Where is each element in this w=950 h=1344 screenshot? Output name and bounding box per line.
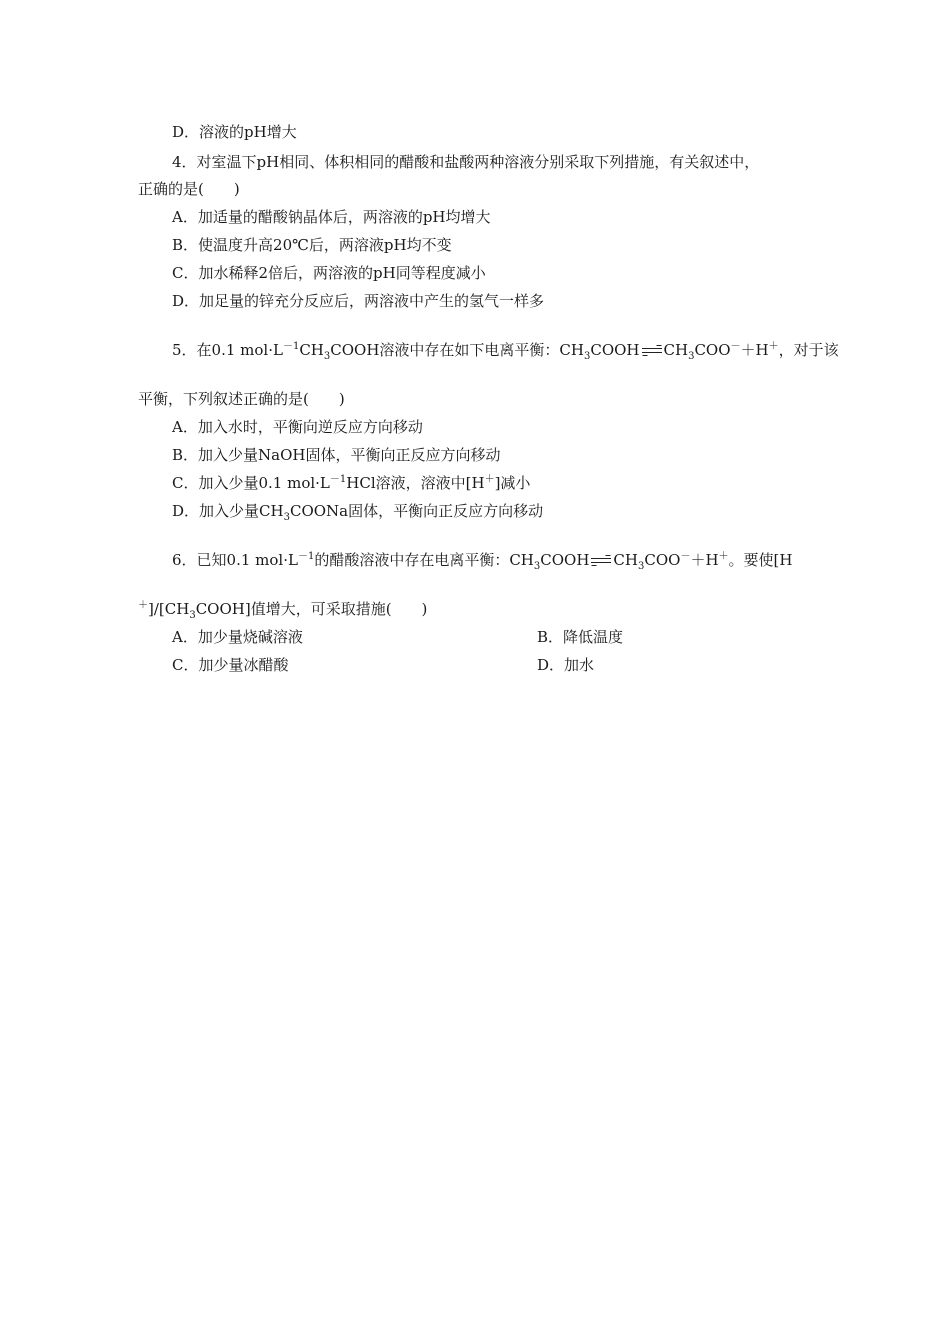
q5-stem-line2: 平衡，下列叙述正确的是( ): [138, 390, 345, 408]
q5-option-d: D．加入少量$CH_3COONa$固体，平衡向正反应方向移动: [172, 502, 544, 523]
q4-option-b: B．使温度升高20℃后，两溶液pH均不变: [172, 236, 452, 254]
q4-option-c: C．加水稀释2倍后，两溶液的pH同等程度减小: [172, 264, 486, 282]
q4-option-d: D．加足量的锌充分反应后，两溶液中产生的氢气一样多: [172, 292, 545, 310]
q6-option-c: C．加少量冰醋酸: [172, 656, 289, 674]
q6-stem-line2: $^+]/[CH_3COOH]$值增大，可采取措施( ): [138, 600, 428, 621]
q5-stem-line1: 5．在0.1 $mol\cdot L^{-1}CH_3COOH$溶液中存在如下电离平衡：$CH_3COOH$ $CH_3COO^-+H^+$，对于该: [172, 341, 839, 362]
q4-option-a: A．加适量的醋酸钠晶体后，两溶液的pH均增大: [172, 208, 491, 226]
q5-option-c: C．加入少量0.1 $mol\cdot L^{-1}HCl$溶液，溶液中[H＋]减小: [172, 474, 531, 492]
q6-stem-line1: 6．已知0.1 $mol\cdot L^{-1}$的醋酸溶液中存在电离平衡：$CH_3COOH$ $CH_3COO^-+H^+$。要使[H: [172, 551, 793, 572]
q4-stem-line1: 4．对室温下pH相同、体积相同的醋酸和盐酸两种溶液分别采取下列措施，有关叙述中，: [172, 153, 760, 171]
q5-option-a: A．加入水时，平衡向逆反应方向移动: [172, 418, 423, 436]
equilibrium-arrow-icon: [590, 555, 612, 567]
q6-option-d: D．加水: [537, 656, 595, 674]
q4-stem-line2: 正确的是( ): [138, 180, 240, 198]
q3-option-d: D．溶液的pH增大: [172, 123, 297, 141]
equilibrium-arrow-icon: [641, 345, 663, 357]
q6-option-a: A．加少量烧碱溶液: [172, 628, 303, 646]
q6-option-b: B．降低温度: [537, 628, 624, 646]
q5-option-b: B．加入少量NaOH固体，平衡向正反应方向移动: [172, 446, 501, 464]
